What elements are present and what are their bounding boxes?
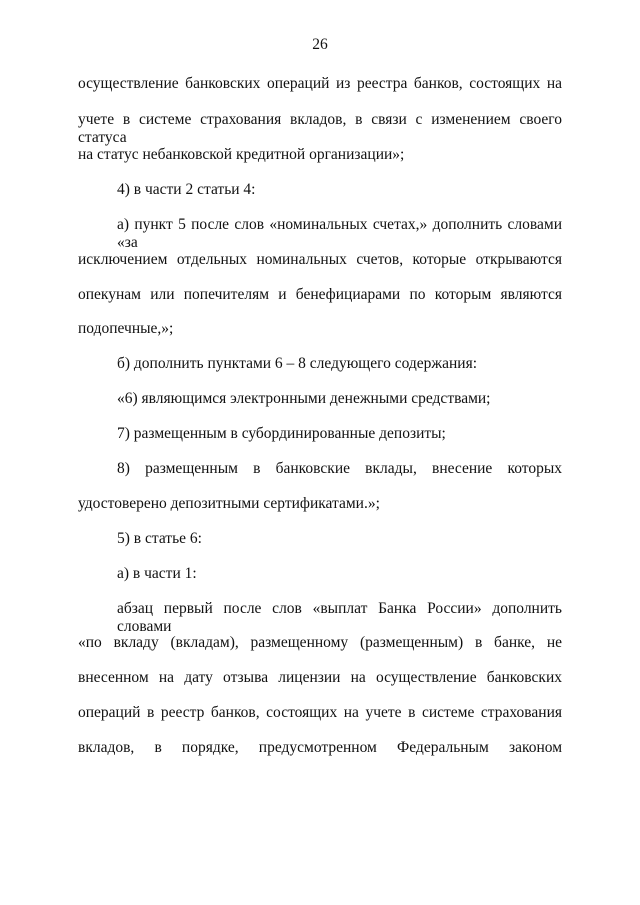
text-line: 7) размещенным в субординированные депозиты; [117,425,446,442]
text-line: опекунам или попечителям и бенефициарами по которым являются [78,286,562,303]
text-line: «по вкладу (вкладам), размещенному (размещенным) в банке, не [78,634,562,651]
text-line: а) в части 1: [117,565,197,582]
text-line: б) дополнить пунктами 6 – 8 следующего содержания: [117,355,478,372]
text-line: внесенном на дату отзыва лицензии на осуществление банковских [78,669,562,686]
text-line: а) пункт 5 после слов «номинальных счетах,» дополнить словами «за [117,216,562,251]
text-line: осуществление банковских операций из реестра банков, состоящих на [78,75,562,92]
text-line: на статус небанковской кредитной организации»; [78,146,405,163]
text-line: подопечные,»; [78,320,174,337]
text-line: исключением отдельных номинальных счетов, которые открываются [78,251,562,268]
page-number: 26 [312,36,328,53]
text-line: 4) в части 2 статьи 4: [117,181,256,198]
text-line: «6) являющимся электронными денежными средствами; [117,390,491,407]
text-line: 8) размещенным в банковские вклады, внесение которых [117,460,562,477]
text-line: вкладов, в порядке, предусмотренном Федеральным законом [78,739,562,756]
text-line: учете в системе страхования вкладов, в связи с изменением своего статуса [78,111,562,146]
text-line: операций в реестр банков, состоящих на учете в системе страхования [78,704,562,721]
text-line: абзац первый после слов «выплат Банка России» дополнить словами [117,600,562,635]
text-line: удостоверено депозитными сертификатами.»; [78,495,380,512]
text-line: 5) в статье 6: [117,530,202,547]
